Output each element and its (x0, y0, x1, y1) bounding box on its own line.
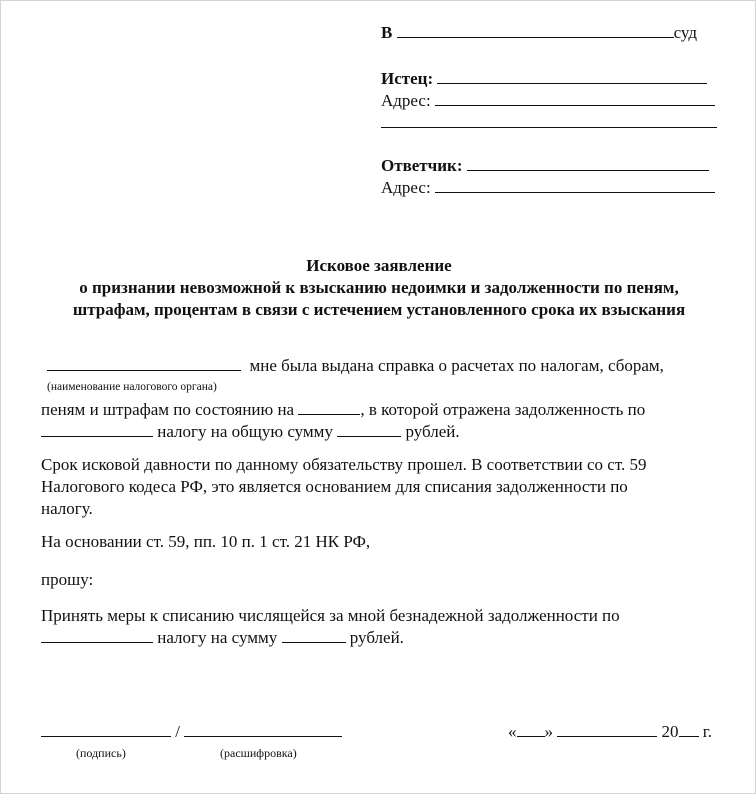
defendant-address-field[interactable] (435, 191, 715, 193)
paragraph-1-line-1 (47, 355, 664, 377)
signature-separator: / (175, 722, 180, 741)
tax-name-field[interactable] (41, 435, 153, 437)
paragraph-2-line-2: Налогового кодеса РФ, это является основанием для списания задолженности по (41, 477, 628, 496)
paragraph-5-text-a: налогу на сумму (157, 628, 278, 647)
plaintiff-address-field[interactable] (435, 104, 715, 106)
signature-field[interactable] (41, 735, 171, 737)
court-prefix: В (381, 23, 393, 42)
court-suffix: суд (673, 23, 697, 42)
paragraph-1-text-a: пеням и штрафам по состоянию на (41, 400, 295, 419)
year-field[interactable] (679, 735, 699, 737)
date-field[interactable] (298, 413, 360, 415)
defendant-line (381, 156, 709, 176)
signature-line (41, 721, 342, 743)
court-name-field[interactable] (397, 36, 674, 38)
defendant-address-label: Адрес: (381, 178, 431, 197)
paragraph-1-text-c: налогу на общую сумму (157, 422, 333, 441)
defendant-label: Ответчик: (381, 156, 463, 175)
plaintiff-address-field-2[interactable] (381, 126, 717, 128)
plaintiff-name-field[interactable] (437, 82, 707, 84)
paragraph-1-line-2 (41, 399, 645, 421)
signature-decode-field[interactable] (184, 735, 342, 737)
paragraph-2-line-1: Срок исковой давности по данному обязательству прошел. В соответствии со ст. 59 (41, 455, 647, 474)
defendant-name-field[interactable] (467, 169, 709, 171)
defendant-address-line (381, 178, 715, 198)
plaintiff-line (381, 69, 707, 89)
date-line (508, 721, 712, 743)
year-suffix: г. (702, 722, 713, 741)
paragraph-3: На основании ст. 59, пп. 10 п. 1 ст. 21 НК РФ, (41, 532, 371, 551)
paragraph-1-text-b: , в которой отражена задолженность по (360, 400, 646, 419)
decode-caption: (расшифровка) (220, 746, 297, 760)
tax-authority-caption: (наименование налогового органа) (47, 381, 217, 393)
paragraph-1-line-3 (41, 421, 460, 443)
tax-authority-field[interactable] (47, 369, 241, 371)
amount-field-2[interactable] (282, 641, 346, 643)
paragraph-2-line-3: налогу. (41, 499, 93, 518)
date-close-quote: » (544, 722, 553, 741)
tax-name-field-2[interactable] (41, 641, 153, 643)
plaintiff-label: Истец: (381, 69, 434, 88)
day-field[interactable] (517, 735, 545, 737)
paragraph-5-line-1: Принять меры к списанию числящейся за мной безнадежной задолженности по (41, 606, 620, 625)
date-open-quote: « (508, 722, 517, 741)
document-subtitle-line-1: о признании невозможной к взысканию недоимки и задолженности по пеням, (79, 278, 679, 297)
paragraph-1-text: мне была выдана справка о расчетах по налогам, сборам, (249, 356, 664, 375)
paragraph-1-text-d: рублей. (405, 422, 460, 441)
plaintiff-address-label: Адрес: (381, 91, 431, 110)
court-line (381, 23, 697, 43)
document-subtitle-line-2: штрафам, процентам в связи с истечением установленного срока их взыскания (72, 300, 686, 319)
signature-caption: (подпись) (76, 746, 126, 760)
plaintiff-address-line (381, 91, 715, 111)
paragraph-5-line-2 (41, 627, 404, 649)
year-prefix: 20 (661, 722, 679, 741)
month-field[interactable] (557, 735, 657, 737)
total-amount-field[interactable] (337, 435, 401, 437)
document-title: Исковое заявление (306, 256, 452, 275)
paragraph-4-request: прошу: (41, 570, 94, 589)
plaintiff-address-line-2 (381, 113, 717, 133)
paragraph-5-text-b: рублей. (349, 628, 404, 647)
